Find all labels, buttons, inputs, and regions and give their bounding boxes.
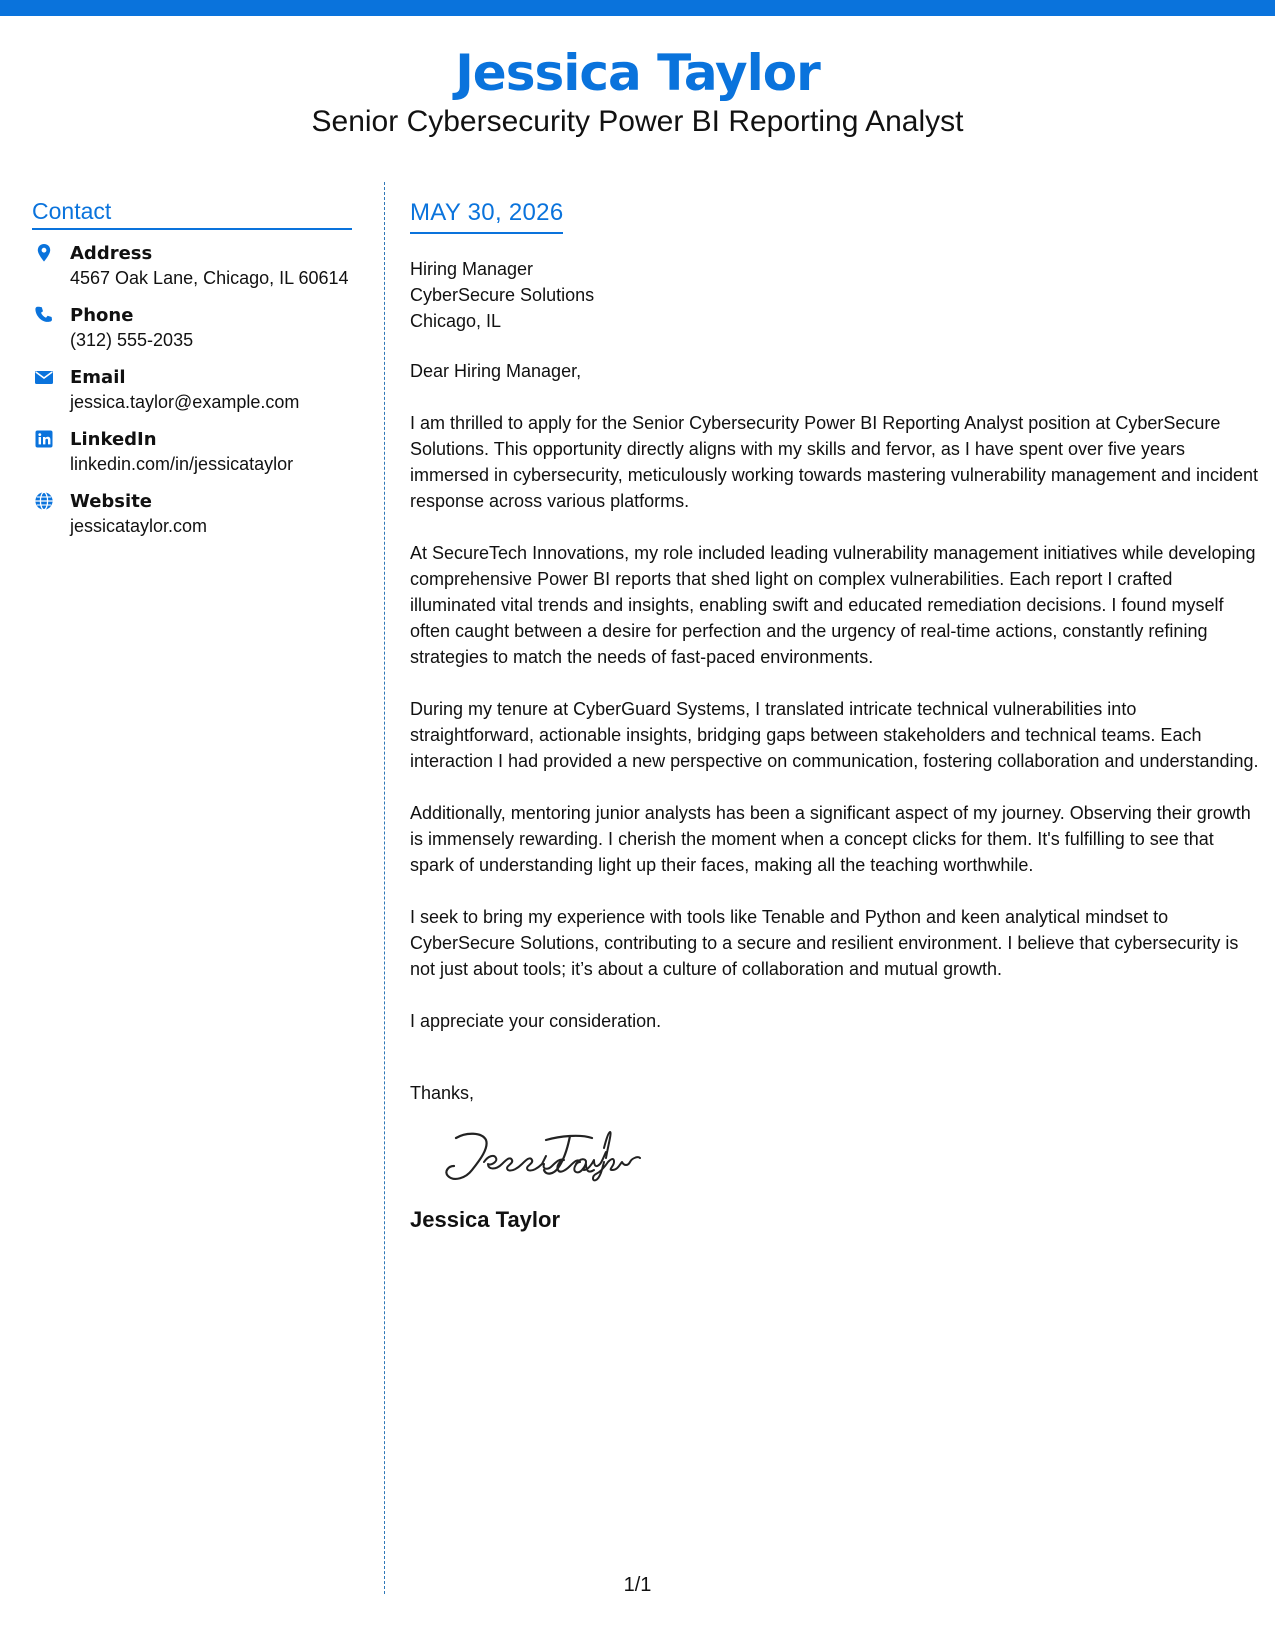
contact-item-email xyxy=(32,366,352,414)
applicant-name: Jessica Taylor xyxy=(455,44,820,102)
closing: Thanks, xyxy=(410,1083,475,1103)
linkedin-icon xyxy=(34,429,54,449)
recipient-name: Hiring Manager xyxy=(410,259,534,279)
contact-item-phone xyxy=(32,304,352,352)
job-title: Senior Cybersecurity Power BI Reporting Analyst xyxy=(311,105,964,138)
contact-label-phone: Phone xyxy=(70,305,134,326)
letter-date: MAY 30, 2026 xyxy=(410,198,563,234)
paragraph-6: I appreciate your consideration. xyxy=(410,1011,662,1031)
recipient-company: CyberSecure Solutions xyxy=(410,285,595,305)
contact-value-email[interactable]: jessica.taylor@example.com xyxy=(70,392,300,412)
contact-list xyxy=(32,242,352,538)
recipient-location: Chicago, IL xyxy=(410,311,502,331)
recipient-block xyxy=(410,256,1260,334)
contact-value-website[interactable]: jessicataylor.com xyxy=(70,516,208,536)
contact-heading: Contact xyxy=(32,196,352,230)
paragraph-1: I am thrilled to apply for the Senior Cybersecurity Power BI Reporting Analyst position at CyberSecure Solutions. This opportunity directly aligns with my skills and fervor, as I have spent over five years immersed in cybersecurity, meticulously working towards mastering vulnerability management and incident response across various platforms. xyxy=(410,413,1259,511)
contact-item-linkedin xyxy=(32,428,352,476)
contact-item-website xyxy=(32,490,352,538)
contact-value-linkedin[interactable]: linkedin.com/in/jessicataylor xyxy=(70,454,294,474)
top-accent-bar xyxy=(0,0,1275,16)
page-number: 1/1 xyxy=(623,1574,652,1596)
paragraph-3: During my tenure at CyberGuard Systems, I translated intricate technical vulnerabilities into straightforward, actionable insights, bridging gaps between stakeholders and technical teams. Each interaction I had provided a new perspective on communication, fostering collaboration and understanding. xyxy=(410,699,1259,771)
handwritten-signature xyxy=(426,1126,666,1188)
column-divider xyxy=(384,182,385,1594)
salutation: Dear Hiring Manager, xyxy=(410,361,582,381)
contact-label-linkedin: LinkedIn xyxy=(70,429,157,450)
contact-value-address: 4567 Oak Lane, Chicago, IL 60614 xyxy=(70,268,349,288)
paragraph-5: I seek to bring my experience with tools like Tenable and Python and keen analytical mindset to CyberSecure Solutions, contributing to a secure and resilient environment. I believe that cybersecurity is not just about tools; it’s about a culture of collaboration and mutual growth. xyxy=(410,907,1239,979)
contact-label-website: Website xyxy=(70,491,153,512)
header xyxy=(0,40,1275,140)
contact-item-address xyxy=(32,242,352,290)
contact-label-address: Address xyxy=(70,243,153,264)
globe-icon xyxy=(34,491,54,511)
phone-icon xyxy=(34,305,54,325)
letter-body xyxy=(410,198,1260,1234)
signed-name: Jessica Taylor xyxy=(410,1207,561,1232)
contact-label-email: Email xyxy=(70,367,126,388)
paragraph-2: At SecureTech Innovations, my role included leading vulnerability management initiatives while developing comprehensive Power BI reports that shed light on complex vulnerabilities. Each report I crafted illuminated vital trends and insights, enabling swift and educated remediation decisions. I found myself often caught between a desire for perfection and the urgency of real-time actions, constantly refining strategies to match the needs of fast-paced environments. xyxy=(410,543,1256,667)
envelope-icon xyxy=(34,367,54,387)
map-pin-icon xyxy=(34,243,54,263)
paragraph-4: Additionally, mentoring junior analysts has been a significant aspect of my journey. Observing their growth is immensely rewarding. I cherish the moment when a concept clicks for them. It's fulfilling to see that spark of understanding light up their faces, making all the teaching worthwhile. xyxy=(410,803,1251,875)
contact-sidebar xyxy=(32,196,352,552)
contact-value-phone[interactable]: (312) 555-2035 xyxy=(70,330,194,350)
